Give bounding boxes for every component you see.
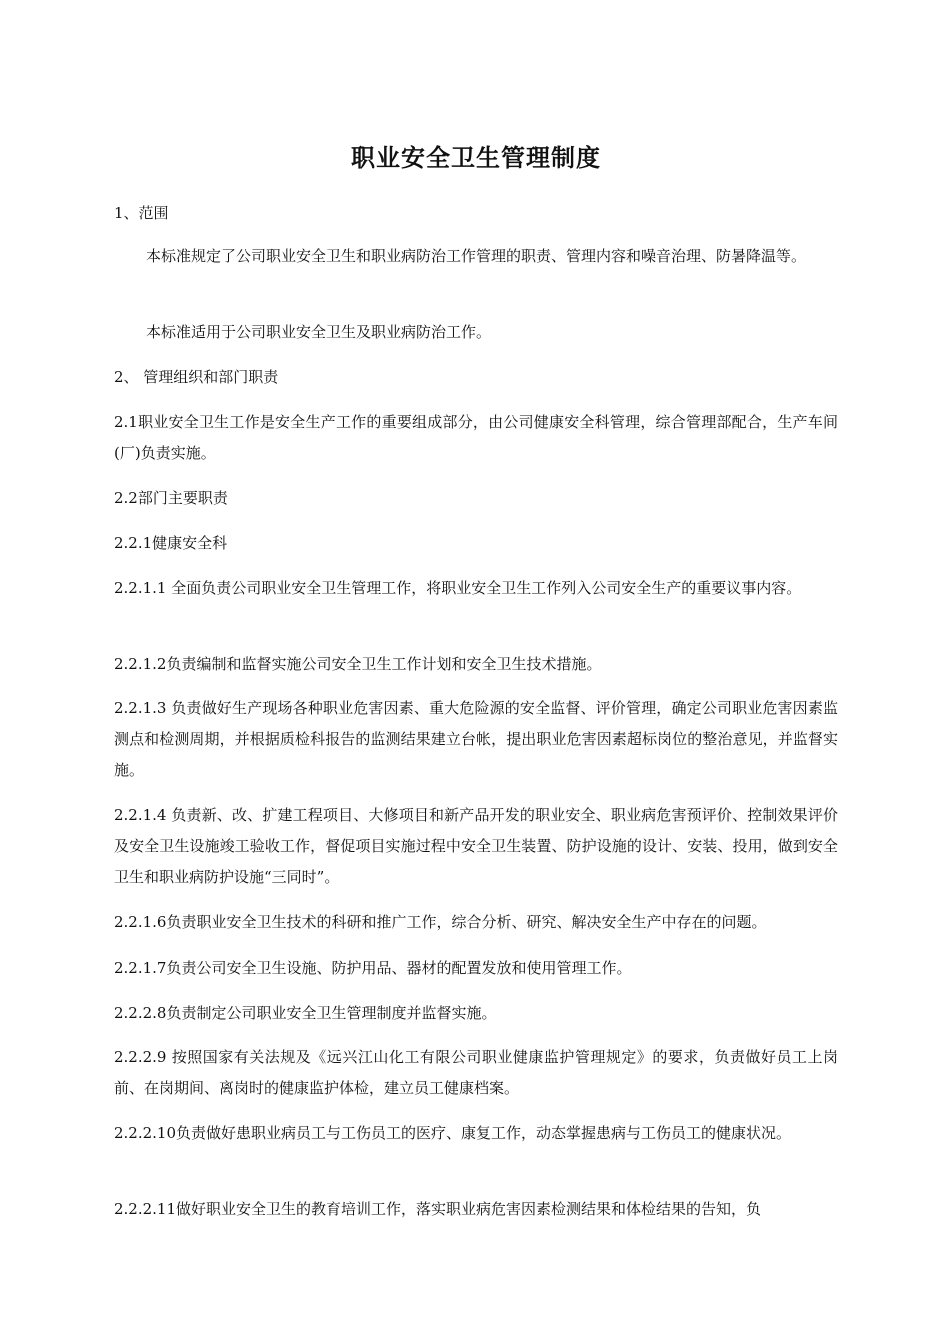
paragraph: 2.1职业安全卫生工作是安全生产工作的重要组成部分，由公司健康安全科管理，综合管理部配合，生产车间(厂)负责实施。: [114, 413, 838, 462]
paragraph: 本标准适用于公司职业安全卫生及职业病防治工作。: [146, 323, 492, 341]
paragraph: 2.2.1.2负责编制和监督实施公司安全卫生工作计划和安全卫生技术措施。: [114, 655, 602, 673]
paragraph: 2.2.1.6负责职业安全卫生技术的科研和推广工作，综合分析、研究、解决安全生产中存在的问题。: [114, 913, 767, 931]
paragraph: 2.2.1.3 负责做好生产现场各种职业危害因素、重大危险源的安全监督、评价管理，确定公司职业危害因素监测点和检测周期，并根据质检科报告的监测结果建立台帐，提出职业危害因素超标岗位的整治意见，并监督实施。: [114, 699, 838, 779]
document-title: 职业安全卫生管理制度: [351, 144, 601, 172]
paragraph: 2.2.1.4 负责新、改、扩建工程项目、大修项目和新产品开发的职业安全、职业病危害预评价、控制效果评价及安全卫生设施竣工验收工作，督促项目实施过程中安全卫生装置、防护设施的设计、安装、投用，做到安全卫生和职业病防护设施“三同时”。: [114, 806, 838, 886]
paragraph: 2.2.2.9 按照国家有关法规及《远兴江山化工有限公司职业健康监护管理规定》的要求，负责做好员工上岗前、在岗期间、离岗时的健康监护体检，建立员工健康档案。: [114, 1048, 838, 1097]
subsection-heading: 2.2.1健康安全科: [114, 534, 228, 552]
paragraph: 2.2.2.8负责制定公司职业安全卫生管理制度并监督实施。: [114, 1004, 497, 1022]
document-page: [114, 0, 838, 1344]
section-heading-organization: 2、 管理组织和部门职责: [114, 368, 279, 386]
paragraph: 本标准规定了公司职业安全卫生和职业病防治工作管理的职责、管理内容和噪音治理、防暑降温等。: [146, 247, 807, 265]
subsection-heading: 2.2部门主要职责: [114, 489, 228, 507]
paragraph: 2.2.2.10负责做好患职业病员工与工伤员工的医疗、康复工作，动态掌握患病与工伤员工的健康状况。: [114, 1124, 792, 1142]
section-heading-scope: 1、范围: [114, 204, 169, 222]
paragraph: 2.2.1.1 全面负责公司职业安全卫生管理工作，将职业安全卫生工作列入公司安全生产的重要议事内容。: [114, 579, 802, 597]
paragraph: 2.2.2.11做好职业安全卫生的教育培训工作，落实职业病危害因素检测结果和体检结果的告知，负: [114, 1200, 762, 1218]
paragraph: 2.2.1.7负责公司安全卫生设施、防护用品、器材的配置发放和使用管理工作。: [114, 959, 632, 977]
